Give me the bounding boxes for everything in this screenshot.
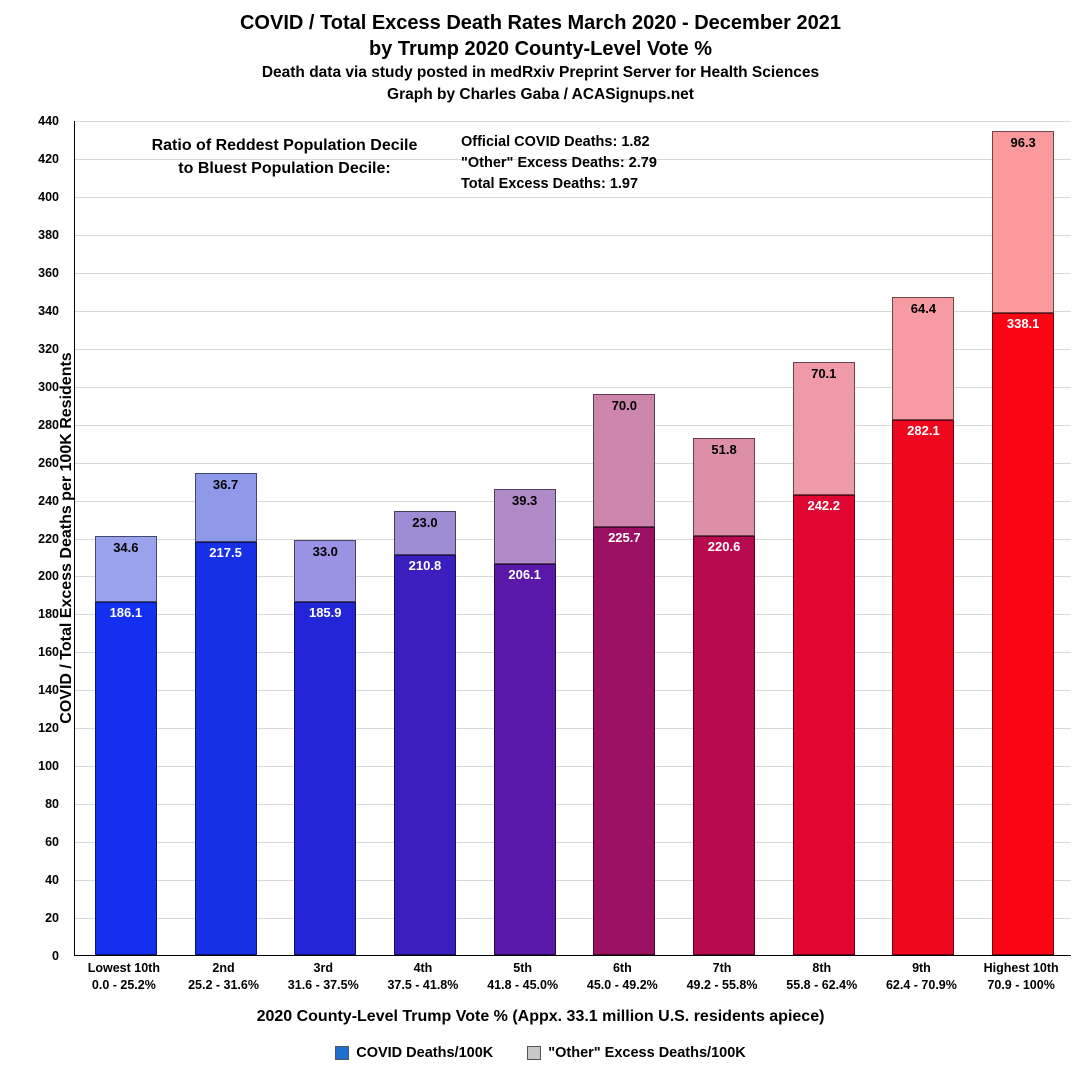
x-axis-labels — [74, 960, 1071, 1004]
bar-segment-covid[interactable] — [593, 527, 655, 955]
x-axis-decile-name: Lowest 10th — [87, 961, 160, 975]
ratio-total-excess: Total Excess Deaths: 1.97 — [461, 176, 639, 192]
y-axis-tick-label: 120 — [38, 721, 59, 736]
y-axis-tick-label: 440 — [38, 114, 59, 128]
bar-value-label-covid: 225.7 — [608, 529, 641, 545]
x-axis-decile-range: 49.2 - 55.8% — [686, 978, 758, 992]
bar-segment-covid[interactable] — [992, 313, 1054, 955]
bar-segment-covid[interactable] — [793, 495, 855, 955]
y-axis-tick-label: 160 — [38, 645, 59, 660]
bar-segment-covid[interactable] — [494, 564, 556, 955]
x-axis-decile-name: 4th — [413, 961, 433, 975]
x-axis-decile-range: 62.4 - 70.9% — [885, 978, 957, 992]
x-axis-decile-name: 7th — [712, 961, 732, 975]
legend-swatch-icon — [335, 1046, 349, 1060]
bar-group[interactable] — [195, 473, 257, 955]
y-axis-tick-label: 360 — [38, 265, 59, 280]
bar-value-label-other: 70.1 — [811, 366, 837, 382]
ratio-annotation-line2: to Bluest Population Decile: — [178, 160, 391, 177]
bar-group[interactable] — [992, 131, 1054, 955]
chart-titles — [0, 10, 1081, 106]
y-axis-tick-label: 20 — [45, 911, 59, 926]
bar-value-label-other: 36.7 — [212, 476, 239, 492]
bar-group[interactable] — [494, 489, 556, 955]
bar-value-label-other: 34.6 — [113, 540, 139, 556]
y-axis-tick-label: 180 — [38, 607, 59, 622]
chart-title-line1: COVID / Total Excess Death Rates March 2020 - December 2021 — [239, 12, 841, 34]
chart-subtitle-source: Death data via study posted in medRxiv Preprint Server for Health Sciences — [261, 64, 820, 81]
y-axis-tick-label: 200 — [38, 569, 59, 584]
bar-value-label-covid: 217.5 — [209, 545, 242, 561]
x-axis-decile-range: 25.2 - 31.6% — [188, 978, 259, 992]
bar-value-label-covid: 186.1 — [109, 604, 143, 620]
bar-group[interactable] — [793, 362, 855, 955]
y-axis-tick-label: 340 — [38, 303, 59, 318]
x-axis-decile-range: 45.0 - 49.2% — [586, 978, 658, 992]
y-axis-tick-label: 420 — [38, 151, 59, 166]
y-axis-tick-label: 40 — [45, 873, 59, 888]
legend-item[interactable] — [527, 1045, 746, 1061]
bar-group[interactable] — [693, 438, 755, 955]
y-axis-tick-label: 80 — [45, 797, 59, 812]
bar-value-label-other: 23.0 — [412, 515, 438, 531]
bar-value-label-covid: 338.1 — [1006, 316, 1040, 332]
bar-group[interactable] — [593, 394, 655, 955]
y-axis-tick-label: 0 — [52, 949, 59, 963]
legend-swatch-icon — [527, 1046, 541, 1060]
y-axis-tick-label: 280 — [38, 417, 59, 432]
y-axis-tick-label: 300 — [38, 379, 59, 394]
y-axis-tick-label: 140 — [38, 683, 59, 698]
y-axis-tick-label: 320 — [38, 341, 59, 356]
bar-value-label-covid: 210.8 — [408, 557, 442, 573]
y-axis-tick-label: 380 — [38, 227, 59, 242]
bar-segment-covid[interactable] — [195, 542, 257, 955]
y-axis-tick-label: 220 — [38, 531, 59, 546]
x-axis-decile-name: 2nd — [212, 961, 235, 975]
x-axis-decile-name: 9th — [912, 961, 931, 975]
bar-segment-covid[interactable] — [394, 555, 456, 955]
legend-label: "Other" Excess Deaths/100K — [548, 1045, 746, 1061]
ratio-annotation-values — [461, 132, 657, 195]
bar-group[interactable] — [95, 536, 157, 955]
bar-value-label-covid: 206.1 — [508, 566, 541, 582]
bar-value-label-covid: 185.9 — [308, 605, 342, 621]
bar-segment-other-excess[interactable] — [593, 394, 655, 527]
bar-value-label-other: 64.4 — [910, 301, 937, 317]
bar-value-label-covid: 242.2 — [807, 498, 841, 514]
bar-group[interactable] — [294, 540, 356, 955]
x-axis-decile-name: 3rd — [313, 961, 333, 975]
legend-label: COVID Deaths/100K — [356, 1045, 494, 1061]
chart-legend — [0, 1045, 1081, 1061]
bar-value-label-other: 39.3 — [511, 493, 538, 509]
x-axis-decile-range: 41.8 - 45.0% — [487, 978, 559, 992]
x-axis-decile-range: 70.9 - 100% — [987, 978, 1055, 992]
y-axis-tick-label: 100 — [38, 759, 59, 774]
bar-value-label-other: 51.8 — [711, 442, 737, 458]
x-axis-decile-range: 55.8 - 62.4% — [786, 978, 858, 992]
y-axis-tick-label: 240 — [38, 493, 59, 508]
bar-segment-covid[interactable] — [693, 536, 755, 955]
x-axis-tick-label — [961, 960, 1081, 994]
bar-group[interactable] — [892, 297, 954, 955]
bar-segment-covid[interactable] — [95, 602, 157, 955]
bar-segment-other-excess[interactable] — [793, 362, 855, 495]
x-axis-decile-range: 31.6 - 37.5% — [287, 978, 359, 992]
bar-value-label-other: 33.0 — [312, 543, 338, 559]
ratio-annotation-line1: Ratio of Reddest Population Decile — [151, 137, 418, 154]
y-axis-tick-label: 400 — [38, 189, 59, 204]
x-axis-decile-name: 8th — [812, 961, 832, 975]
ratio-other-excess: "Other" Excess Deaths: 2.79 — [461, 155, 657, 171]
plot-area — [38, 114, 1071, 963]
bar-value-label-covid: 220.6 — [707, 539, 741, 555]
legend-item[interactable] — [335, 1045, 493, 1061]
bar-group[interactable] — [394, 511, 456, 955]
y-axis-title: COVID / Total Excess Deaths per 100K Residents — [58, 352, 75, 724]
y-axis-tick-label: 60 — [45, 835, 59, 850]
x-axis-decile-range: 37.5 - 41.8% — [387, 978, 459, 992]
x-axis-decile-name: Highest 10th — [983, 961, 1059, 975]
bar-value-label-other: 70.0 — [611, 397, 637, 413]
bar-value-label-covid: 282.1 — [907, 422, 940, 438]
bar-segment-covid[interactable] — [892, 420, 954, 955]
bar-segment-other-excess[interactable] — [992, 131, 1054, 314]
x-axis-decile-name: 6th — [612, 961, 632, 975]
y-axis-tick-label: 260 — [38, 455, 59, 470]
x-axis-title: 2020 County-Level Trump Vote % (Appx. 33.1 million U.S. residents apiece) — [256, 1008, 825, 1025]
x-axis-decile-range: 0.0 - 25.2% — [91, 978, 156, 992]
bar-value-label-other: 96.3 — [1010, 134, 1036, 150]
chart-title-line2: by Trump 2020 County-Level Vote % — [368, 38, 713, 60]
chart-subtitle-author: Graph by Charles Gaba / ACASignups.net — [387, 86, 694, 103]
ratio-official-covid: Official COVID Deaths: 1.82 — [461, 134, 650, 150]
bar-segment-covid[interactable] — [294, 602, 356, 955]
ratio-annotation-label — [112, 134, 457, 180]
x-axis-decile-name: 5th — [513, 961, 533, 975]
bar-series — [76, 121, 1071, 955]
